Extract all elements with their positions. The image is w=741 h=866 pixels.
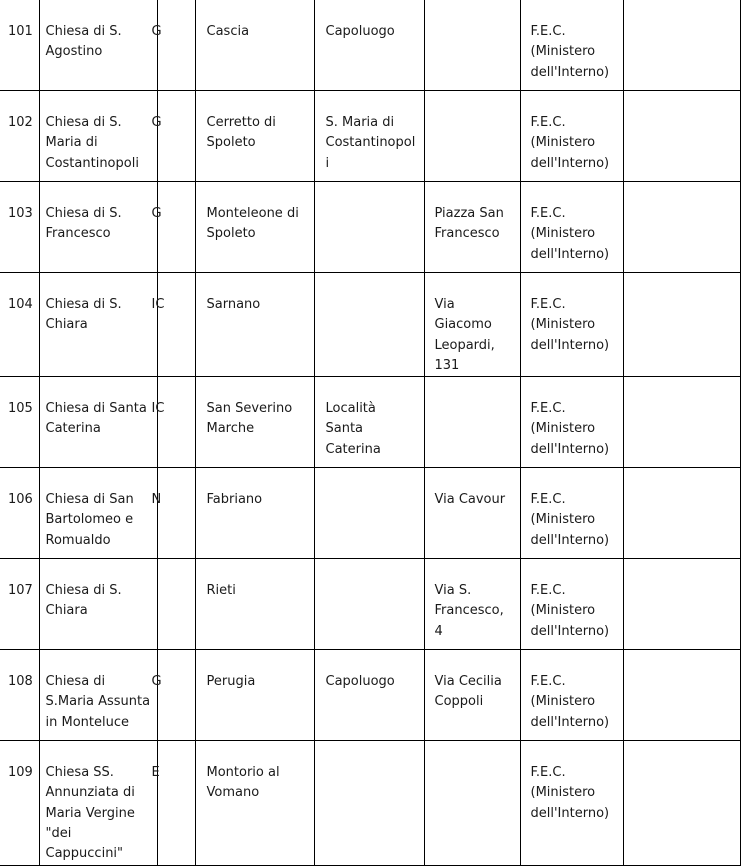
address-cell (424, 468, 520, 559)
church-name-cell (39, 0, 157, 91)
locality-cell (314, 741, 424, 865)
address-text: Via Cavour (434, 492, 506, 508)
address-cell (424, 0, 520, 91)
locality-cell (314, 182, 424, 273)
extra-cell (623, 182, 740, 273)
address-cell (424, 377, 520, 468)
church-name-cell (39, 741, 157, 865)
table-row (0, 741, 740, 865)
municipality-text: Montorio al Vomano (206, 765, 280, 801)
church-name-text: Chiesa di S.Maria Assunta in Monteluce (45, 674, 151, 730)
address-text: Piazza San Francesco (434, 206, 504, 242)
owner-text: F.E.C. (Ministero dell'Interno) (530, 765, 610, 821)
municipality-cell (195, 468, 314, 559)
locality-text: Capoluogo (325, 674, 395, 690)
municipality-text: Sarnano (206, 297, 261, 312)
church-name-cell (39, 377, 157, 468)
owner-text: F.E.C. (Ministero dell'Interno) (530, 401, 610, 457)
church-name-text: Chiesa di S. Chiara (45, 583, 122, 619)
address-cell (424, 273, 520, 377)
province-code-cell (151, 91, 195, 182)
province-code-text: IC (151, 401, 165, 417)
row-number-cell (0, 91, 39, 182)
owner-text: F.E.C. (Ministero dell'Interno) (530, 206, 610, 262)
locality-text: Capoluogo (325, 24, 395, 39)
row-number-text: 106 (8, 492, 33, 508)
church-name-cell (39, 273, 157, 377)
municipality-cell (195, 182, 314, 273)
row-number-text: 101 (8, 24, 33, 39)
municipality-cell (195, 559, 314, 650)
municipality-text: Monteleone di Spoleto (206, 206, 299, 242)
church-name-text: Chiesa di San Bartolomeo e Romualdo (45, 492, 134, 548)
address-cell (424, 741, 520, 865)
church-name-cell (39, 650, 157, 741)
owner-cell (520, 741, 623, 865)
church-name-text: Chiesa di S. Francesco (45, 206, 122, 242)
church-name-text: Chiesa di S. Agostino (45, 24, 122, 60)
row-number-cell (0, 559, 39, 650)
extra-cell (623, 559, 740, 650)
locality-cell (314, 559, 424, 650)
province-code-cell (151, 0, 195, 91)
owner-text: F.E.C. (Ministero dell'Interno) (530, 583, 610, 639)
municipality-cell (195, 0, 314, 91)
extra-cell (623, 377, 740, 468)
locality-cell (314, 377, 424, 468)
church-name-text: Chiesa di S. Maria di Costantinopoli (45, 115, 139, 171)
table-row (0, 650, 740, 741)
province-code-text: G (151, 206, 162, 221)
municipality-text: Cerretto di Spoleto (206, 115, 276, 151)
municipality-text: San Severino Marche (206, 401, 293, 437)
owner-cell (520, 273, 623, 377)
church-name-text: Chiesa di S. Chiara (45, 297, 122, 333)
province-code-cell (151, 650, 195, 741)
address-text: Via S. Francesco, 4 (434, 583, 504, 639)
province-code-cell (151, 468, 195, 559)
row-number-text: 107 (8, 583, 33, 599)
table-row (0, 273, 740, 377)
locality-text: S. Maria di Costantinopoli (325, 115, 416, 171)
church-name-cell (39, 91, 157, 182)
church-name-cell (39, 182, 157, 273)
owner-cell (520, 91, 623, 182)
church-name-text: Chiesa di Santa Caterina (45, 401, 147, 437)
owner-text: F.E.C. (Ministero dell'Interno) (530, 674, 610, 730)
owner-cell (520, 182, 623, 273)
extra-cell (623, 273, 740, 377)
province-code-cell (151, 741, 195, 865)
province-code-cell (151, 273, 195, 377)
address-cell (424, 559, 520, 650)
table-row (0, 377, 740, 468)
row-number-text: 105 (8, 401, 33, 417)
municipality-text: Rieti (206, 583, 236, 599)
locality-text: Località Santa Caterina (325, 401, 381, 457)
table-row (0, 0, 740, 91)
locality-cell (314, 0, 424, 91)
locality-cell (314, 468, 424, 559)
row-number-text: 104 (8, 297, 33, 312)
row-number-cell (0, 468, 39, 559)
municipality-cell (195, 741, 314, 865)
owner-cell (520, 559, 623, 650)
address-cell (424, 650, 520, 741)
row-number-cell (0, 273, 39, 377)
owner-text: F.E.C. (Ministero dell'Interno) (530, 297, 610, 353)
extra-cell (623, 741, 740, 865)
row-number-cell (0, 377, 39, 468)
province-code-text: G (151, 24, 162, 39)
table-row (0, 91, 740, 182)
municipality-text: Fabriano (206, 492, 263, 508)
province-code-text: E (151, 765, 160, 781)
municipality-cell (195, 91, 314, 182)
row-number-cell (0, 182, 39, 273)
municipality-cell (195, 273, 314, 377)
table-row (0, 468, 740, 559)
extra-cell (623, 468, 740, 559)
row-number-text: 102 (8, 115, 33, 130)
locality-cell (314, 91, 424, 182)
province-code-text: G (151, 674, 162, 690)
municipality-cell (195, 650, 314, 741)
row-number-text: 103 (8, 206, 33, 221)
row-number-text: 109 (8, 765, 33, 781)
owner-text: F.E.C. (Ministero dell'Interno) (530, 24, 610, 80)
row-number-cell (0, 650, 39, 741)
province-code-cell (151, 377, 195, 468)
owner-cell (520, 377, 623, 468)
extra-cell (623, 650, 740, 741)
locality-cell (314, 650, 424, 741)
extra-cell (623, 91, 740, 182)
owner-text: F.E.C. (Ministero dell'Interno) (530, 492, 610, 548)
province-code-text: IC (151, 297, 165, 312)
address-cell (424, 91, 520, 182)
address-cell (424, 182, 520, 273)
locality-cell (314, 273, 424, 377)
church-name-cell (39, 468, 157, 559)
church-name-cell (39, 559, 157, 650)
owner-cell (520, 650, 623, 741)
province-code-text: N (151, 492, 162, 508)
church-name-text: Chiesa SS. Annunziata di Maria Vergine "dei Cappuccini" (45, 765, 135, 862)
owner-cell (520, 468, 623, 559)
municipality-text: Perugia (206, 674, 256, 690)
row-number-cell (0, 741, 39, 865)
municipality-text: Cascia (206, 24, 250, 39)
extra-cell (623, 0, 740, 91)
owner-cell (520, 0, 623, 91)
province-code-text: G (151, 115, 162, 130)
province-code-cell (157, 559, 195, 650)
row-number-text: 108 (8, 674, 33, 690)
address-text: Via Giacomo Leopardi, 131 (434, 297, 495, 373)
address-text: Via Cecilia Coppoli (434, 674, 502, 710)
row-number-cell (0, 0, 39, 91)
table-row (0, 559, 740, 650)
table-row (0, 182, 740, 273)
municipality-cell (195, 377, 314, 468)
owner-text: F.E.C. (Ministero dell'Interno) (530, 115, 610, 171)
province-code-cell (151, 182, 195, 273)
